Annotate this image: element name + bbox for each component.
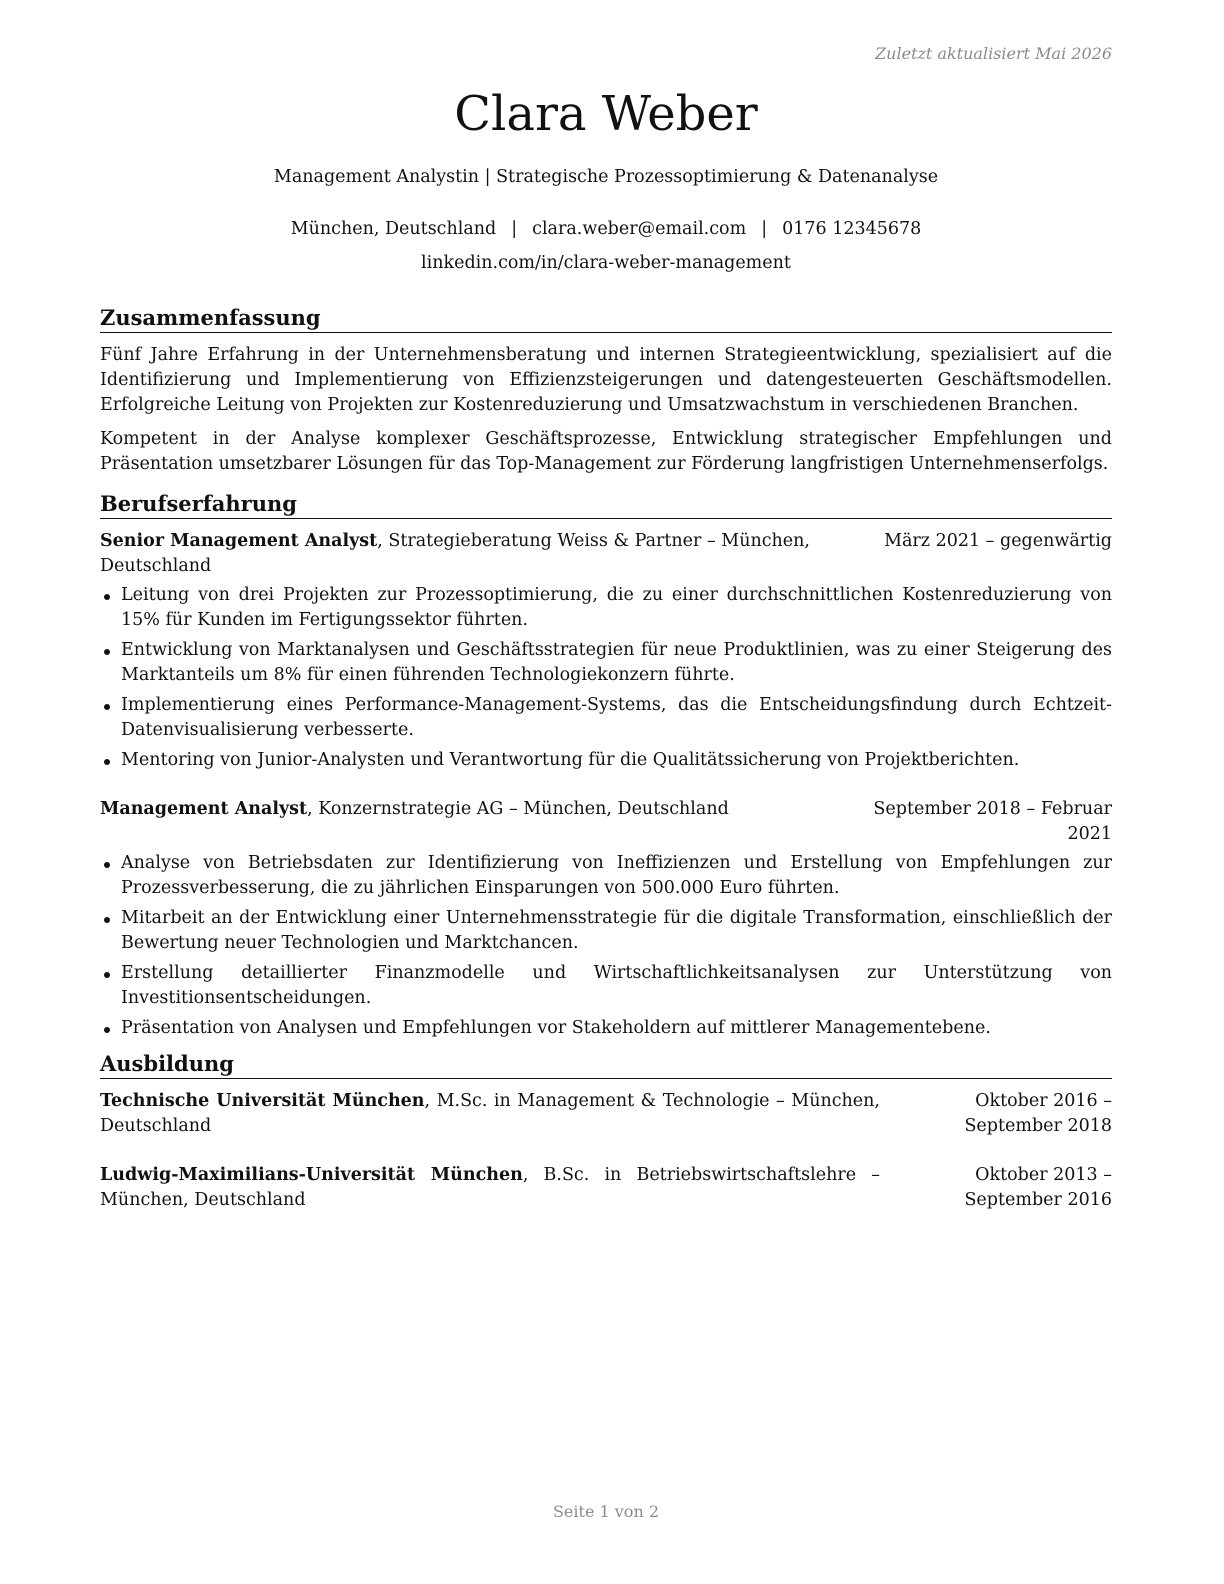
job-header: [100, 797, 1112, 847]
bullet-item: Mitarbeit an der Entwicklung einer Unternehmensstrategie für die digitale Transformation, einschließlich der Bewertung neuer Technologien und Marktchancen.: [100, 906, 1112, 956]
bullet-item: Erstellung detaillierter Finanzmodelle und Wirtschaftlichkeitsanalysen zur Unterstützung von Investitionsentscheidungen.: [100, 961, 1112, 1011]
location: München, Deutschland: [290, 219, 497, 239]
job-entry: [100, 797, 1112, 1041]
tagline: Management Analystin | Strategische Prozessoptimierung & Datenanalyse: [273, 167, 939, 187]
job-header: [100, 529, 1112, 579]
separator: |: [761, 219, 768, 239]
degree: , M.Sc. in Management & Technologie – München, Deutschland: [100, 1091, 880, 1136]
resume-page: [100, 0, 1112, 1584]
education-entry: [100, 1163, 1112, 1213]
job-role: Senior Management Analyst: [100, 531, 378, 551]
summary-section: [100, 305, 1112, 477]
phone: 0176 12345678: [782, 219, 922, 239]
degree: , B.Sc. in Betriebswirtschaftslehre – München, Deutschland: [100, 1165, 881, 1210]
job-bullets: [100, 583, 1112, 773]
job-company: , Strategieberatung Weiss & Partner – München, Deutschland: [100, 531, 810, 576]
job-bullets: [100, 851, 1112, 1041]
summary-paragraph: Kompetent in der Analyse komplexer Geschäftsprozesse, Entwicklung strategischer Empfehlungen und Präsentation umsetzbarer Lösungen für das Top-Management zur Förderung langfristigen Unternehmenserfolgs.: [100, 429, 1112, 474]
last-updated: Zuletzt aktualisiert Mai 2026: [875, 44, 1112, 63]
education-dates: Oktober 2016 – September 2018: [964, 1091, 1112, 1136]
bullet-item: Entwicklung von Marktanalysen und Geschäftsstrategien für neue Produktlinien, was zu einer Steigerung des Marktanteils um 8% für einen führenden Technologiekonzern führte.: [100, 638, 1112, 688]
resume-content: [100, 305, 1112, 1237]
section-title-education: Ausbildung: [100, 1051, 1112, 1079]
separator: |: [511, 219, 518, 239]
job-entry: [100, 529, 1112, 773]
bullet-item: Implementierung eines Performance-Management-Systems, das die Entscheidungsfindung durch Echtzeit-Datenvisualisierung verbesserte.: [100, 693, 1112, 743]
education-dates: Oktober 2013 – September 2016: [964, 1165, 1112, 1210]
experience-section: [100, 491, 1112, 1041]
job-dates: März 2021 – gegenwärtig: [884, 531, 1112, 551]
summary-paragraph: Fünf Jahre Erfahrung in der Unternehmensberatung und internen Strategieentwicklung, spezialisiert auf die Identifizierung und Implementierung von Effizienzsteigerungen und datengesteuerten Geschäftsmodellen. Erfolgreiche Leitung von Projekten zur Kostenreduzierung und Umsatzwachstum in verschiedenen Branchen.: [100, 345, 1112, 415]
candidate-name: Clara Weber: [454, 86, 758, 142]
section-title-experience: Berufserfahrung: [100, 491, 1112, 519]
contact-line: [100, 219, 1112, 239]
job-company: , Konzernstrategie AG – München, Deutschland: [307, 799, 729, 819]
school-name: Ludwig-Maximilians-Universität München: [100, 1165, 523, 1185]
bullet-item: Analyse von Betriebsdaten zur Identifizierung von Ineffizienzen und Erstellung von Empfehlungen zur Prozessverbesserung, die zu jährlichen Einsparungen von 500.000 Euro führten.: [100, 851, 1112, 901]
bullet-item: Präsentation von Analysen und Empfehlungen vor Stakeholdern auf mittlerer Managementebene.: [100, 1016, 1112, 1041]
education-section: [100, 1051, 1112, 1213]
job-role: Management Analyst: [100, 799, 308, 819]
education-entry: [100, 1089, 1112, 1139]
bullet-item: Mentoring von Junior-Analysten und Verantwortung für die Qualitätssicherung von Projektberichten.: [100, 748, 1112, 773]
section-title-summary: Zusammenfassung: [100, 305, 1112, 333]
page-number: Seite 1 von 2: [552, 1502, 660, 1521]
bullet-item: Leitung von drei Projekten zur Prozessoptimierung, die zu einer durchschnittlichen Kostenreduzierung von 15% für Kunden im Fertigungssektor führten.: [100, 583, 1112, 633]
linkedin-link[interactable]: linkedin.com/in/clara-weber-management: [421, 253, 791, 273]
school-name: Technische Universität München: [100, 1091, 425, 1111]
job-dates: September 2018 – Februar 2021: [873, 799, 1112, 844]
email-link[interactable]: clara.weber@email.com: [532, 219, 747, 239]
